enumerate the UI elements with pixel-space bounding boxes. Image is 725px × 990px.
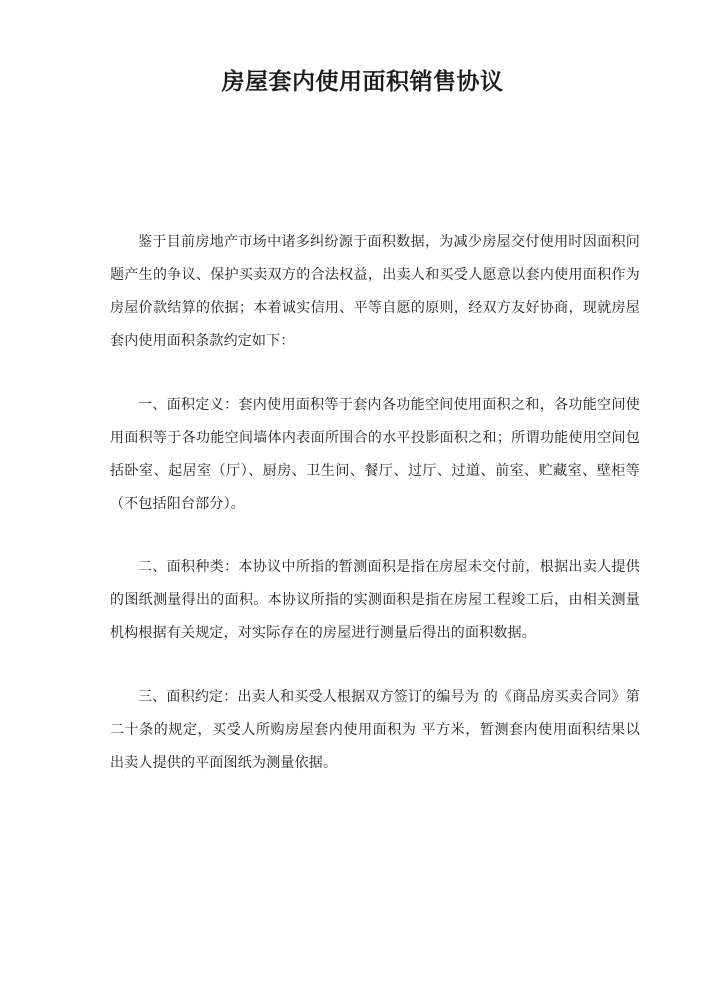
clause-area-agreement: 三、面积约定：出卖人和买受人根据双方签订的编号为 的《商品房买卖合同》第二十条的规定，买受人所购房屋套内使用面积为 平方米，暂测套内使用面积结果以出卖人提供的平面图纸为测量依据。 bbox=[110, 689, 640, 771]
clause-area-types: 二、面积种类：本协议中所指的暂测面积是指在房屋未交付前，根据出卖人提供的图纸测量得出的面积。本协议所指的实测面积是指在房屋工程竣工后，由相关测量机构根据有关规定，对实际存在的房屋进行测量后得出的面积数据。 bbox=[110, 559, 640, 641]
preamble-paragraph: 鉴于目前房地产市场中诸多纠纷源于面积数据，为减少房屋交付使用时因面积问题产生的争议、保护买卖双方的合法权益，出卖人和买受人愿意以套内使用面积作为房屋价款结算的依据；本着诚实信用、平等自愿的原则，经双方友好协商，现就房屋套内使用面积条款约定如下： bbox=[110, 234, 640, 349]
clause-area-definition: 一、面积定义：套内使用面积等于套内各功能空间使用面积之和，各功能空间使用面积等于各功能空间墙体内表面所围合的水平投影面积之和；所谓功能使用空间包括卧室、起居室（厅）、厨房、卫生间、餐厅、过厅、过道、前室、贮藏室、壁柜等（不包括阳台部分）。 bbox=[110, 397, 640, 512]
document-title: 房屋套内使用面积销售协议 bbox=[221, 69, 504, 95]
